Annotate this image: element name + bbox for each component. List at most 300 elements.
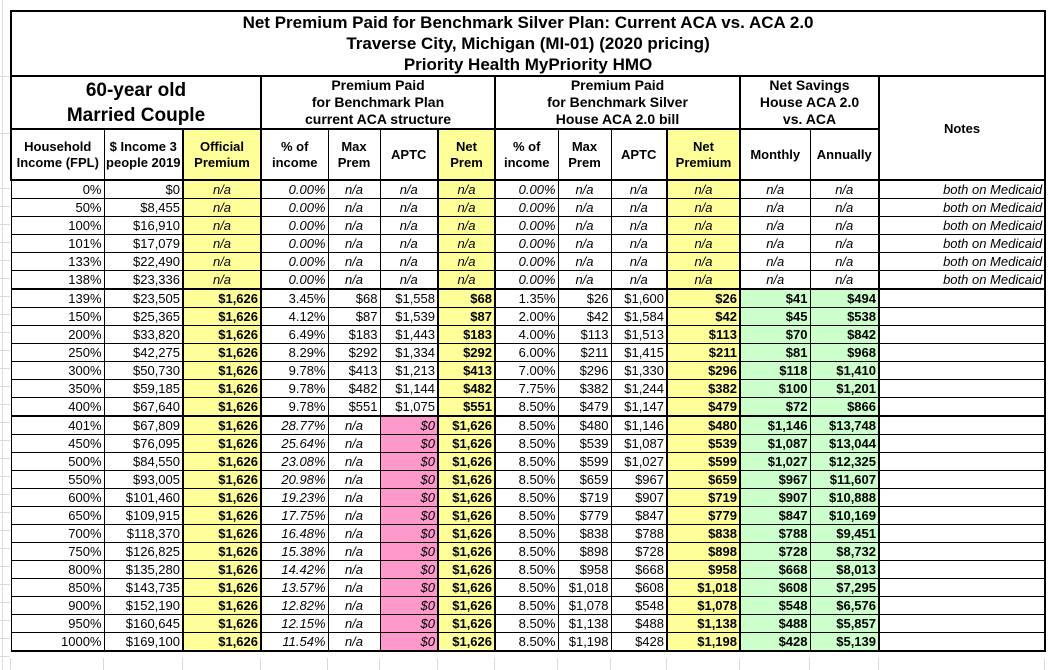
cell-savings-annually[interactable]: $866 bbox=[810, 398, 879, 417]
cell-savings-monthly[interactable]: $45 bbox=[740, 308, 810, 326]
cell-notes[interactable] bbox=[879, 453, 1045, 471]
cell-savings-monthly[interactable]: $81 bbox=[740, 344, 810, 362]
cell-income[interactable]: $118,370 bbox=[104, 525, 183, 543]
cell-notes[interactable] bbox=[879, 579, 1045, 597]
cell-house-pct-of-income[interactable]: 0.00% bbox=[495, 217, 558, 235]
cell-house-aptc[interactable]: $668 bbox=[611, 561, 667, 579]
cell-income[interactable]: $33,820 bbox=[104, 326, 183, 344]
cell-house-pct-of-income[interactable]: 1.35% bbox=[495, 289, 558, 308]
cell-house-aptc[interactable]: $1,146 bbox=[611, 416, 667, 435]
cell-house-pct-of-income[interactable]: 0.00% bbox=[495, 271, 558, 290]
cell-house-aptc[interactable]: n/a bbox=[611, 271, 667, 290]
cell-aca-net-prem[interactable]: n/a bbox=[438, 253, 495, 271]
cell-household-fpl[interactable]: 401% bbox=[11, 416, 104, 435]
cell-official-premium[interactable]: $1,626 bbox=[183, 362, 261, 380]
cell-savings-annually[interactable]: $9,451 bbox=[810, 525, 879, 543]
cell-house-pct-of-income[interactable]: 8.50% bbox=[495, 435, 558, 453]
cell-house-net-premium[interactable]: $296 bbox=[667, 362, 740, 380]
cell-notes[interactable] bbox=[879, 344, 1045, 362]
cell-aca-net-prem[interactable]: $1,626 bbox=[438, 543, 495, 561]
cell-house-aptc[interactable]: $488 bbox=[611, 615, 667, 633]
cell-savings-annually[interactable]: $13,044 bbox=[810, 435, 879, 453]
cell-aca-net-prem[interactable]: $1,626 bbox=[438, 525, 495, 543]
cell-savings-monthly[interactable]: $907 bbox=[740, 489, 810, 507]
cell-house-pct-of-income[interactable]: 8.50% bbox=[495, 489, 558, 507]
cell-income[interactable]: $8,455 bbox=[104, 199, 183, 217]
col-header-house-net-premium[interactable]: Net Premium bbox=[667, 129, 740, 180]
group-header-household[interactable] bbox=[11, 76, 261, 129]
cell-aca-net-prem[interactable]: $551 bbox=[438, 398, 495, 417]
cell-savings-annually[interactable]: $10,169 bbox=[810, 507, 879, 525]
cell-house-max-prem[interactable]: $1,198 bbox=[558, 633, 611, 652]
cell-aca-aptc[interactable]: $1,144 bbox=[380, 380, 438, 398]
cell-notes[interactable] bbox=[879, 362, 1045, 380]
cell-house-aptc[interactable]: n/a bbox=[611, 235, 667, 253]
cell-household-fpl[interactable]: 600% bbox=[11, 489, 104, 507]
cell-aca-pct-of-income[interactable]: 0.00% bbox=[261, 271, 328, 290]
cell-savings-annually[interactable]: $8,013 bbox=[810, 561, 879, 579]
cell-aca-net-prem[interactable]: $292 bbox=[438, 344, 495, 362]
cell-aca-aptc[interactable]: $1,075 bbox=[380, 398, 438, 417]
cell-savings-monthly[interactable]: $608 bbox=[740, 579, 810, 597]
cell-house-pct-of-income[interactable]: 8.50% bbox=[495, 453, 558, 471]
cell-aca-aptc[interactable]: $1,213 bbox=[380, 362, 438, 380]
col-header-savings-monthly[interactable]: Monthly bbox=[740, 129, 810, 180]
cell-savings-annually[interactable]: $1,201 bbox=[810, 380, 879, 398]
cell-aca-max-prem[interactable]: n/a bbox=[328, 271, 380, 290]
cell-aca-pct-of-income[interactable]: 12.82% bbox=[261, 597, 328, 615]
cell-notes[interactable]: both on Medicaid bbox=[879, 199, 1045, 217]
cell-savings-annually[interactable]: n/a bbox=[810, 180, 879, 199]
cell-savings-monthly[interactable]: $100 bbox=[740, 380, 810, 398]
cell-house-aptc[interactable]: n/a bbox=[611, 253, 667, 271]
cell-income[interactable]: $23,336 bbox=[104, 271, 183, 290]
cell-house-aptc[interactable]: $967 bbox=[611, 471, 667, 489]
cell-house-pct-of-income[interactable]: 7.00% bbox=[495, 362, 558, 380]
cell-aca-aptc[interactable]: n/a bbox=[380, 199, 438, 217]
cell-aca-pct-of-income[interactable]: 20.98% bbox=[261, 471, 328, 489]
cell-house-max-prem[interactable]: $211 bbox=[558, 344, 611, 362]
cell-aca-max-prem[interactable]: $413 bbox=[328, 362, 380, 380]
cell-aca-max-prem[interactable]: $292 bbox=[328, 344, 380, 362]
cell-official-premium[interactable]: $1,626 bbox=[183, 525, 261, 543]
cell-house-net-premium[interactable]: $382 bbox=[667, 380, 740, 398]
cell-house-net-premium[interactable]: $479 bbox=[667, 398, 740, 417]
cell-house-max-prem[interactable]: $26 bbox=[558, 289, 611, 308]
cell-aca-max-prem[interactable]: $551 bbox=[328, 398, 380, 417]
cell-aca-aptc[interactable]: n/a bbox=[380, 235, 438, 253]
cell-aca-net-prem[interactable]: $482 bbox=[438, 380, 495, 398]
cell-household-fpl[interactable]: 300% bbox=[11, 362, 104, 380]
cell-household-fpl[interactable]: 50% bbox=[11, 199, 104, 217]
cell-aca-pct-of-income[interactable]: 0.00% bbox=[261, 180, 328, 199]
cell-house-net-premium[interactable]: $480 bbox=[667, 416, 740, 435]
cell-house-net-premium[interactable]: n/a bbox=[667, 180, 740, 199]
cell-income[interactable]: $67,640 bbox=[104, 398, 183, 417]
cell-aca-aptc[interactable]: $0 bbox=[380, 543, 438, 561]
cell-house-aptc[interactable]: $1,330 bbox=[611, 362, 667, 380]
cell-savings-monthly[interactable]: n/a bbox=[740, 180, 810, 199]
group-header-house-aca2[interactable]: Premium Paid for Benchmark Silver House ACA 2.0 bill bbox=[495, 76, 740, 129]
cell-aca-max-prem[interactable]: n/a bbox=[328, 180, 380, 199]
cell-savings-monthly[interactable]: $1,027 bbox=[740, 453, 810, 471]
cell-house-aptc[interactable]: $788 bbox=[611, 525, 667, 543]
cell-official-premium[interactable]: $1,626 bbox=[183, 344, 261, 362]
cell-aca-net-prem[interactable]: n/a bbox=[438, 180, 495, 199]
table-title-cell[interactable] bbox=[11, 11, 1045, 76]
cell-savings-annually[interactable]: $968 bbox=[810, 344, 879, 362]
cell-savings-monthly[interactable]: $428 bbox=[740, 633, 810, 652]
cell-house-pct-of-income[interactable]: 8.50% bbox=[495, 507, 558, 525]
cell-aca-pct-of-income[interactable]: 8.29% bbox=[261, 344, 328, 362]
cell-savings-monthly[interactable]: $41 bbox=[740, 289, 810, 308]
cell-household-fpl[interactable]: 138% bbox=[11, 271, 104, 290]
cell-aca-pct-of-income[interactable]: 9.78% bbox=[261, 380, 328, 398]
cell-aca-aptc[interactable]: $0 bbox=[380, 615, 438, 633]
cell-house-max-prem[interactable]: n/a bbox=[558, 271, 611, 290]
cell-notes[interactable] bbox=[879, 471, 1045, 489]
cell-notes[interactable] bbox=[879, 561, 1045, 579]
cell-aca-net-prem[interactable]: n/a bbox=[438, 271, 495, 290]
cell-house-pct-of-income[interactable]: 8.50% bbox=[495, 579, 558, 597]
cell-savings-annually[interactable]: $10,888 bbox=[810, 489, 879, 507]
cell-household-fpl[interactable]: 450% bbox=[11, 435, 104, 453]
cell-aca-max-prem[interactable]: n/a bbox=[328, 579, 380, 597]
cell-aca-pct-of-income[interactable]: 0.00% bbox=[261, 217, 328, 235]
cell-aca-pct-of-income[interactable]: 19.23% bbox=[261, 489, 328, 507]
cell-household-fpl[interactable]: 550% bbox=[11, 471, 104, 489]
cell-official-premium[interactable]: n/a bbox=[183, 199, 261, 217]
cell-aca-aptc[interactable]: $0 bbox=[380, 507, 438, 525]
cell-house-aptc[interactable]: $1,600 bbox=[611, 289, 667, 308]
cell-savings-monthly[interactable]: $788 bbox=[740, 525, 810, 543]
cell-official-premium[interactable]: $1,626 bbox=[183, 326, 261, 344]
cell-official-premium[interactable]: n/a bbox=[183, 253, 261, 271]
cell-house-max-prem[interactable]: $898 bbox=[558, 543, 611, 561]
cell-aca-net-prem[interactable]: $183 bbox=[438, 326, 495, 344]
cell-aca-pct-of-income[interactable]: 28.77% bbox=[261, 416, 328, 435]
cell-aca-aptc[interactable]: $1,558 bbox=[380, 289, 438, 308]
cell-house-pct-of-income[interactable]: 4.00% bbox=[495, 326, 558, 344]
cell-aca-max-prem[interactable]: n/a bbox=[328, 471, 380, 489]
cell-official-premium[interactable]: $1,626 bbox=[183, 597, 261, 615]
cell-household-fpl[interactable]: 650% bbox=[11, 507, 104, 525]
cell-house-max-prem[interactable]: n/a bbox=[558, 217, 611, 235]
cell-house-aptc[interactable]: $548 bbox=[611, 597, 667, 615]
group-header-current-aca[interactable]: Premium Paid for Benchmark Plan current ACA structure bbox=[261, 76, 495, 129]
cell-aca-aptc[interactable]: n/a bbox=[380, 180, 438, 199]
cell-aca-max-prem[interactable]: $482 bbox=[328, 380, 380, 398]
cell-household-fpl[interactable]: 200% bbox=[11, 326, 104, 344]
cell-savings-monthly[interactable]: n/a bbox=[740, 199, 810, 217]
cell-house-max-prem[interactable]: $296 bbox=[558, 362, 611, 380]
cell-income[interactable]: $84,550 bbox=[104, 453, 183, 471]
col-header-income-3-people[interactable]: $ Income 3 people 2019 bbox=[104, 129, 183, 180]
cell-savings-annually[interactable]: $13,748 bbox=[810, 416, 879, 435]
cell-aca-net-prem[interactable]: $1,626 bbox=[438, 579, 495, 597]
cell-household-fpl[interactable]: 850% bbox=[11, 579, 104, 597]
cell-savings-annually[interactable]: $7,295 bbox=[810, 579, 879, 597]
cell-aca-net-prem[interactable]: $1,626 bbox=[438, 416, 495, 435]
cell-aca-aptc[interactable]: $0 bbox=[380, 561, 438, 579]
cell-house-pct-of-income[interactable]: 0.00% bbox=[495, 199, 558, 217]
cell-savings-monthly[interactable]: $70 bbox=[740, 326, 810, 344]
cell-aca-max-prem[interactable]: n/a bbox=[328, 253, 380, 271]
cell-aca-max-prem[interactable]: n/a bbox=[328, 525, 380, 543]
cell-house-max-prem[interactable]: $113 bbox=[558, 326, 611, 344]
cell-aca-pct-of-income[interactable]: 9.78% bbox=[261, 398, 328, 417]
col-header-official-premium[interactable]: Official Premium bbox=[183, 129, 261, 180]
cell-aca-pct-of-income[interactable]: 0.00% bbox=[261, 235, 328, 253]
col-header-savings-annually[interactable]: Annually bbox=[810, 129, 879, 180]
cell-house-max-prem[interactable]: $480 bbox=[558, 416, 611, 435]
cell-savings-annually[interactable]: n/a bbox=[810, 217, 879, 235]
cell-aca-aptc[interactable]: $0 bbox=[380, 633, 438, 652]
cell-house-max-prem[interactable]: $539 bbox=[558, 435, 611, 453]
cell-house-aptc[interactable]: $1,415 bbox=[611, 344, 667, 362]
cell-house-max-prem[interactable]: $1,138 bbox=[558, 615, 611, 633]
cell-income[interactable]: $25,365 bbox=[104, 308, 183, 326]
cell-income[interactable]: $17,079 bbox=[104, 235, 183, 253]
cell-income[interactable]: $143,735 bbox=[104, 579, 183, 597]
cell-aca-aptc[interactable]: $1,539 bbox=[380, 308, 438, 326]
cell-house-net-premium[interactable]: $211 bbox=[667, 344, 740, 362]
cell-savings-monthly[interactable]: $668 bbox=[740, 561, 810, 579]
cell-aca-pct-of-income[interactable]: 17.75% bbox=[261, 507, 328, 525]
cell-house-net-premium[interactable]: $958 bbox=[667, 561, 740, 579]
cell-aca-net-prem[interactable]: n/a bbox=[438, 199, 495, 217]
cell-official-premium[interactable]: $1,626 bbox=[183, 471, 261, 489]
cell-house-net-premium[interactable]: $1,018 bbox=[667, 579, 740, 597]
cell-official-premium[interactable]: $1,626 bbox=[183, 543, 261, 561]
cell-house-pct-of-income[interactable]: 8.50% bbox=[495, 597, 558, 615]
cell-house-pct-of-income[interactable]: 0.00% bbox=[495, 253, 558, 271]
cell-aca-aptc[interactable]: $0 bbox=[380, 597, 438, 615]
cell-house-max-prem[interactable]: n/a bbox=[558, 253, 611, 271]
cell-savings-monthly[interactable]: $548 bbox=[740, 597, 810, 615]
cell-aca-max-prem[interactable]: $183 bbox=[328, 326, 380, 344]
cell-aca-max-prem[interactable]: n/a bbox=[328, 561, 380, 579]
cell-aca-max-prem[interactable]: n/a bbox=[328, 217, 380, 235]
group-header-net-savings[interactable]: Net Savings House ACA 2.0 vs. ACA bbox=[740, 76, 879, 129]
cell-aca-net-prem[interactable]: $87 bbox=[438, 308, 495, 326]
cell-house-aptc[interactable]: n/a bbox=[611, 199, 667, 217]
cell-house-aptc[interactable]: $1,147 bbox=[611, 398, 667, 417]
cell-house-aptc[interactable]: $1,513 bbox=[611, 326, 667, 344]
cell-house-aptc[interactable]: $428 bbox=[611, 633, 667, 652]
cell-aca-aptc[interactable]: $0 bbox=[380, 435, 438, 453]
cell-house-max-prem[interactable]: $1,078 bbox=[558, 597, 611, 615]
cell-house-net-premium[interactable]: $779 bbox=[667, 507, 740, 525]
col-header-house-max-prem[interactable]: Max Prem bbox=[558, 129, 611, 180]
cell-aca-pct-of-income[interactable]: 25.64% bbox=[261, 435, 328, 453]
cell-savings-monthly[interactable]: n/a bbox=[740, 235, 810, 253]
cell-house-pct-of-income[interactable]: 7.75% bbox=[495, 380, 558, 398]
cell-household-fpl[interactable]: 900% bbox=[11, 597, 104, 615]
cell-house-pct-of-income[interactable]: 8.50% bbox=[495, 471, 558, 489]
cell-notes[interactable] bbox=[879, 326, 1045, 344]
cell-aca-pct-of-income[interactable]: 6.49% bbox=[261, 326, 328, 344]
cell-income[interactable]: $42,275 bbox=[104, 344, 183, 362]
cell-official-premium[interactable]: $1,626 bbox=[183, 633, 261, 652]
cell-aca-net-prem[interactable]: $1,626 bbox=[438, 453, 495, 471]
cell-aca-max-prem[interactable]: n/a bbox=[328, 543, 380, 561]
cell-house-aptc[interactable]: n/a bbox=[611, 217, 667, 235]
cell-household-fpl[interactable]: 250% bbox=[11, 344, 104, 362]
cell-savings-annually[interactable]: n/a bbox=[810, 253, 879, 271]
cell-aca-aptc[interactable]: $0 bbox=[380, 525, 438, 543]
cell-official-premium[interactable]: $1,626 bbox=[183, 416, 261, 435]
cell-aca-pct-of-income[interactable]: 14.42% bbox=[261, 561, 328, 579]
cell-house-max-prem[interactable]: n/a bbox=[558, 199, 611, 217]
cell-house-aptc[interactable]: $847 bbox=[611, 507, 667, 525]
cell-notes[interactable] bbox=[879, 435, 1045, 453]
cell-income[interactable]: $101,460 bbox=[104, 489, 183, 507]
cell-aca-max-prem[interactable]: n/a bbox=[328, 235, 380, 253]
cell-savings-monthly[interactable]: $1,087 bbox=[740, 435, 810, 453]
cell-notes[interactable] bbox=[879, 380, 1045, 398]
cell-savings-monthly[interactable]: $728 bbox=[740, 543, 810, 561]
cell-house-max-prem[interactable]: $719 bbox=[558, 489, 611, 507]
col-header-notes[interactable]: Notes bbox=[879, 76, 1045, 180]
cell-notes[interactable] bbox=[879, 597, 1045, 615]
cell-aca-aptc[interactable]: n/a bbox=[380, 253, 438, 271]
cell-aca-max-prem[interactable]: n/a bbox=[328, 416, 380, 435]
cell-official-premium[interactable]: $1,626 bbox=[183, 579, 261, 597]
cell-aca-net-prem[interactable]: $1,626 bbox=[438, 471, 495, 489]
cell-aca-net-prem[interactable]: n/a bbox=[438, 235, 495, 253]
cell-notes[interactable]: both on Medicaid bbox=[879, 271, 1045, 290]
cell-savings-monthly[interactable]: n/a bbox=[740, 253, 810, 271]
cell-house-aptc[interactable]: $907 bbox=[611, 489, 667, 507]
cell-aca-max-prem[interactable]: $87 bbox=[328, 308, 380, 326]
cell-savings-annually[interactable]: $5,139 bbox=[810, 633, 879, 652]
cell-house-net-premium[interactable]: $838 bbox=[667, 525, 740, 543]
cell-savings-monthly[interactable]: $1,146 bbox=[740, 416, 810, 435]
cell-household-fpl[interactable]: 100% bbox=[11, 217, 104, 235]
cell-house-pct-of-income[interactable]: 2.00% bbox=[495, 308, 558, 326]
cell-house-net-premium[interactable]: $539 bbox=[667, 435, 740, 453]
cell-aca-aptc[interactable]: $0 bbox=[380, 489, 438, 507]
cell-house-max-prem[interactable]: $42 bbox=[558, 308, 611, 326]
cell-income[interactable]: $67,809 bbox=[104, 416, 183, 435]
cell-official-premium[interactable]: n/a bbox=[183, 180, 261, 199]
cell-house-pct-of-income[interactable]: 8.50% bbox=[495, 416, 558, 435]
cell-house-max-prem[interactable]: $958 bbox=[558, 561, 611, 579]
cell-aca-aptc[interactable]: $1,443 bbox=[380, 326, 438, 344]
cell-income[interactable]: $0 bbox=[104, 180, 183, 199]
cell-aca-pct-of-income[interactable]: 11.54% bbox=[261, 633, 328, 652]
cell-aca-net-prem[interactable]: $68 bbox=[438, 289, 495, 308]
cell-household-fpl[interactable]: 139% bbox=[11, 289, 104, 308]
cell-official-premium[interactable]: $1,626 bbox=[183, 489, 261, 507]
cell-official-premium[interactable]: n/a bbox=[183, 235, 261, 253]
cell-official-premium[interactable]: n/a bbox=[183, 217, 261, 235]
cell-house-aptc[interactable]: n/a bbox=[611, 180, 667, 199]
cell-house-net-premium[interactable]: $26 bbox=[667, 289, 740, 308]
cell-household-fpl[interactable]: 150% bbox=[11, 308, 104, 326]
cell-aca-aptc[interactable]: n/a bbox=[380, 271, 438, 290]
cell-official-premium[interactable]: $1,626 bbox=[183, 435, 261, 453]
cell-house-max-prem[interactable]: $779 bbox=[558, 507, 611, 525]
cell-house-net-premium[interactable]: n/a bbox=[667, 199, 740, 217]
cell-savings-annually[interactable]: $12,325 bbox=[810, 453, 879, 471]
cell-aca-net-prem[interactable]: $1,626 bbox=[438, 507, 495, 525]
cell-income[interactable]: $76,095 bbox=[104, 435, 183, 453]
cell-house-aptc[interactable]: $728 bbox=[611, 543, 667, 561]
cell-official-premium[interactable]: $1,626 bbox=[183, 561, 261, 579]
cell-house-max-prem[interactable]: n/a bbox=[558, 235, 611, 253]
cell-notes[interactable]: both on Medicaid bbox=[879, 180, 1045, 199]
cell-aca-net-prem[interactable]: $1,626 bbox=[438, 435, 495, 453]
cell-income[interactable]: $109,915 bbox=[104, 507, 183, 525]
cell-savings-annually[interactable]: $8,732 bbox=[810, 543, 879, 561]
cell-aca-net-prem[interactable]: $413 bbox=[438, 362, 495, 380]
cell-house-net-premium[interactable]: $599 bbox=[667, 453, 740, 471]
col-header-aca-aptc[interactable]: APTC bbox=[380, 129, 438, 180]
cell-house-max-prem[interactable]: n/a bbox=[558, 180, 611, 199]
cell-house-net-premium[interactable]: n/a bbox=[667, 217, 740, 235]
cell-house-pct-of-income[interactable]: 8.50% bbox=[495, 561, 558, 579]
cell-aca-pct-of-income[interactable]: 15.38% bbox=[261, 543, 328, 561]
cell-household-fpl[interactable]: 1000% bbox=[11, 633, 104, 652]
cell-income[interactable]: $169,100 bbox=[104, 633, 183, 652]
cell-income[interactable]: $59,185 bbox=[104, 380, 183, 398]
cell-savings-monthly[interactable]: n/a bbox=[740, 271, 810, 290]
cell-savings-monthly[interactable]: $72 bbox=[740, 398, 810, 417]
cell-income[interactable]: $16,910 bbox=[104, 217, 183, 235]
cell-household-fpl[interactable]: 101% bbox=[11, 235, 104, 253]
cell-aca-max-prem[interactable]: n/a bbox=[328, 615, 380, 633]
cell-savings-monthly[interactable]: $847 bbox=[740, 507, 810, 525]
cell-house-net-premium[interactable]: n/a bbox=[667, 253, 740, 271]
col-header-household-income-fpl[interactable]: Household Income (FPL) bbox=[11, 129, 104, 180]
cell-notes[interactable] bbox=[879, 633, 1045, 652]
cell-household-fpl[interactable]: 350% bbox=[11, 380, 104, 398]
cell-savings-monthly[interactable]: n/a bbox=[740, 217, 810, 235]
cell-house-max-prem[interactable]: $838 bbox=[558, 525, 611, 543]
cell-household-fpl[interactable]: 800% bbox=[11, 561, 104, 579]
cell-aca-net-prem[interactable]: $1,626 bbox=[438, 615, 495, 633]
cell-aca-pct-of-income[interactable]: 13.57% bbox=[261, 579, 328, 597]
cell-house-net-premium[interactable]: n/a bbox=[667, 235, 740, 253]
cell-aca-net-prem[interactable]: $1,626 bbox=[438, 489, 495, 507]
cell-notes[interactable] bbox=[879, 543, 1045, 561]
cell-house-max-prem[interactable]: $599 bbox=[558, 453, 611, 471]
cell-income[interactable]: $93,005 bbox=[104, 471, 183, 489]
cell-household-fpl[interactable]: 0% bbox=[11, 180, 104, 199]
cell-household-fpl[interactable]: 700% bbox=[11, 525, 104, 543]
cell-aca-pct-of-income[interactable]: 4.12% bbox=[261, 308, 328, 326]
cell-house-pct-of-income[interactable]: 0.00% bbox=[495, 180, 558, 199]
cell-notes[interactable]: both on Medicaid bbox=[879, 235, 1045, 253]
cell-house-max-prem[interactable]: $1,018 bbox=[558, 579, 611, 597]
cell-house-net-premium[interactable]: $1,138 bbox=[667, 615, 740, 633]
cell-household-fpl[interactable]: 500% bbox=[11, 453, 104, 471]
cell-official-premium[interactable]: $1,626 bbox=[183, 507, 261, 525]
cell-aca-max-prem[interactable]: $68 bbox=[328, 289, 380, 308]
cell-household-fpl[interactable]: 950% bbox=[11, 615, 104, 633]
cell-official-premium[interactable]: $1,626 bbox=[183, 398, 261, 417]
cell-income[interactable]: $126,825 bbox=[104, 543, 183, 561]
cell-aca-pct-of-income[interactable]: 16.48% bbox=[261, 525, 328, 543]
cell-house-net-premium[interactable]: $659 bbox=[667, 471, 740, 489]
cell-savings-annually[interactable]: $494 bbox=[810, 289, 879, 308]
cell-house-net-premium[interactable]: $1,078 bbox=[667, 597, 740, 615]
cell-house-pct-of-income[interactable]: 8.50% bbox=[495, 633, 558, 652]
cell-house-pct-of-income[interactable]: 8.50% bbox=[495, 398, 558, 417]
cell-household-fpl[interactable]: 750% bbox=[11, 543, 104, 561]
